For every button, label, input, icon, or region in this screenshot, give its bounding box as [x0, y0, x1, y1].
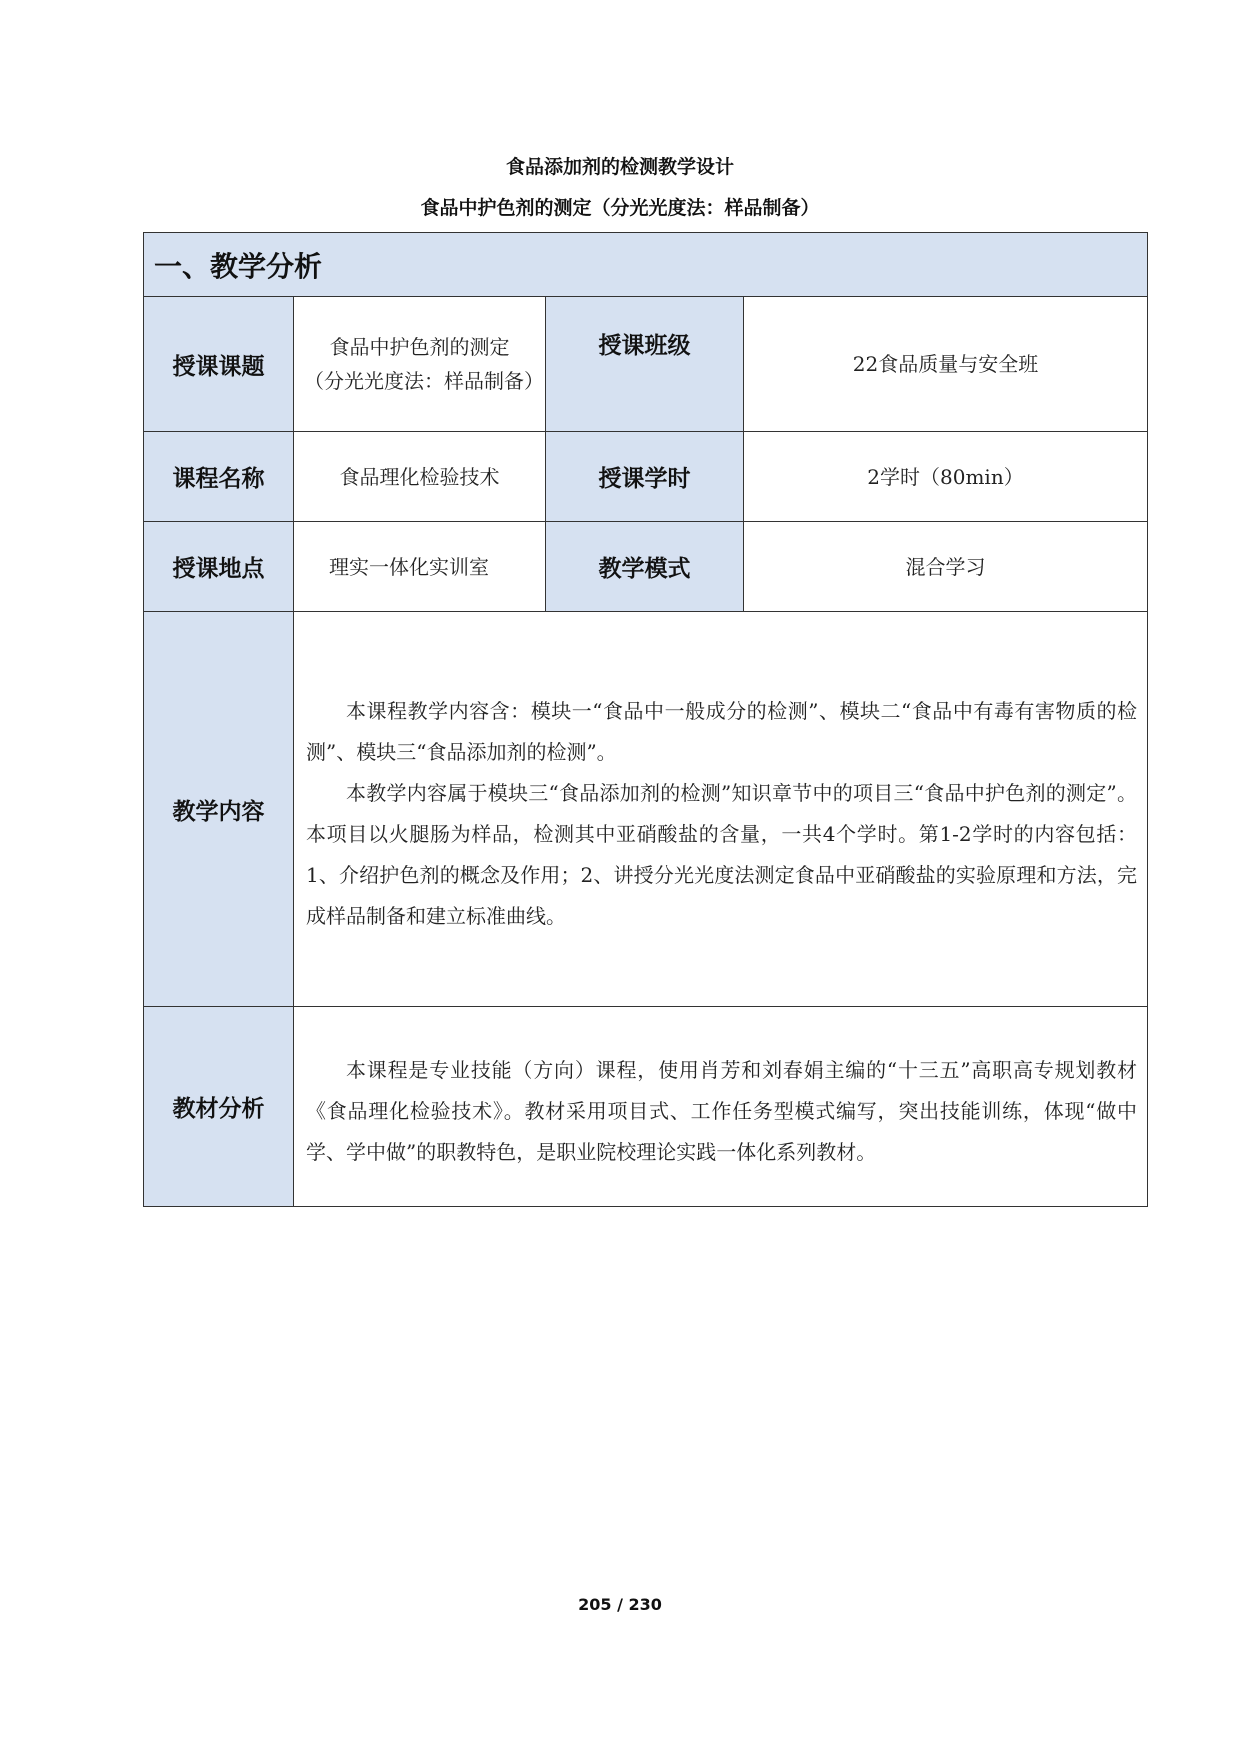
content-paragraph-1: 本课程教学内容含：模块一“食品中一般成分的检测”、模块二“食品中有毒有害物质的检测”、模块三“食品添加剂的检测”。 — [306, 699, 1138, 764]
document-title: 食品添加剂的检测教学设计 — [505, 156, 734, 178]
table-row — [144, 297, 1148, 432]
course-label: 课程名称 — [144, 432, 294, 522]
content-paragraph-2: 本教学内容属于模块三“食品添加剂的检测”知识章节中的项目三“食品中护色剂的测定”。本项目以火腿肠为样品，检测其中亚硝酸盐的含量，一共4个学时。第1-2学时的内容包括：1、介绍护色剂的概念及作用；2、讲授分光光度法测定食品中亚硝酸盐的实验原理和方法，完成样品制备和建立标准曲线。 — [306, 781, 1138, 928]
page-number: 205 / 230 — [578, 1595, 662, 1614]
textbook-paragraph-1: 本课程是专业技能（方向）课程，使用肖芳和刘春娟主编的“十三五”高职高专规划教材《食品理化检验技术》。教材采用项目式、工作任务型模式编写，突出技能训练，体现“做中学、学中做”的职教特色，是职业院校理论实践一体化系列教材。 — [306, 1058, 1138, 1164]
table-row — [144, 612, 1148, 1007]
place-value: 理实一体化实训室 — [294, 522, 546, 612]
class-value: 22食品质量与安全班 — [744, 297, 1148, 432]
textbook-label: 教材分析 — [144, 1007, 294, 1207]
course-value: 食品理化检验技术 — [294, 432, 546, 522]
textbook-value — [294, 1007, 1148, 1207]
topic-value — [294, 297, 546, 432]
table-row — [144, 432, 1148, 522]
table-row — [144, 1007, 1148, 1207]
hours-label: 授课学时 — [546, 432, 744, 522]
mode-value: 混合学习 — [744, 522, 1148, 612]
mode-label: 教学模式 — [546, 522, 744, 612]
hours-value: 2学时（80min） — [744, 432, 1148, 522]
topic-value-line2: （分光光度法：样品制备） — [304, 369, 544, 393]
topic-value-line1: 食品中护色剂的测定 — [329, 335, 510, 359]
section-heading: 一、教学分析 — [144, 233, 1148, 297]
class-label: 授课班级 — [546, 297, 744, 432]
content-value — [294, 612, 1148, 1007]
content-label: 教学内容 — [144, 612, 294, 1007]
table-row — [144, 522, 1148, 612]
topic-label: 授课课题 — [144, 297, 294, 432]
document-subtitle: 食品中护色剂的测定（分光光度法：样品制备） — [420, 197, 820, 219]
teaching-analysis-table — [143, 232, 1148, 1207]
place-label: 授课地点 — [144, 522, 294, 612]
